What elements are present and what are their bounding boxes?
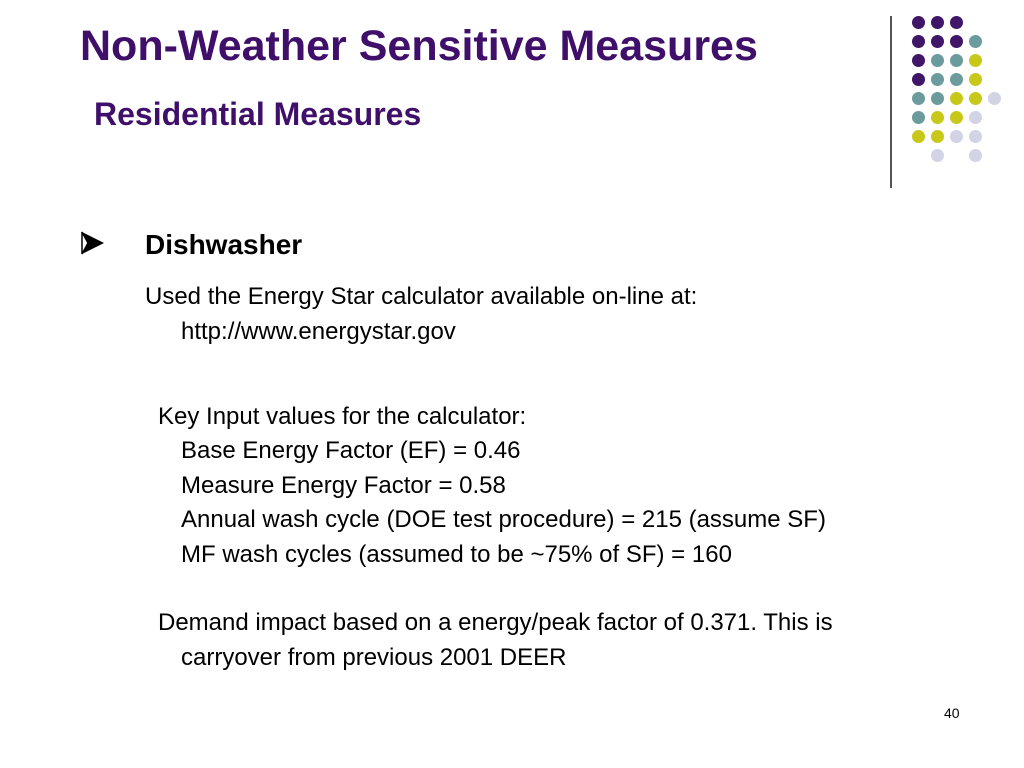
decorative-dot	[969, 149, 982, 162]
demand-impact-line: Demand impact based on a energy/peak factor of 0.371. This is	[158, 609, 833, 636]
demand-impact-line: carryover from previous 2001 DEER	[181, 644, 567, 671]
decorative-dot	[969, 54, 982, 67]
page-number: 40	[944, 705, 960, 721]
arrow-bullet-icon	[80, 230, 106, 261]
decorative-dot	[950, 111, 963, 124]
decorative-dot	[912, 92, 925, 105]
decorative-dot	[912, 73, 925, 86]
decorative-dot	[950, 16, 963, 29]
decorative-dot	[969, 111, 982, 124]
decorative-dot	[969, 73, 982, 86]
decorative-dot	[950, 130, 963, 143]
section-heading: Dishwasher	[145, 229, 303, 260]
decorative-dot	[931, 35, 944, 48]
decorative-dot	[912, 130, 925, 143]
input-item: Base Energy Factor (EF) = 0.46	[181, 437, 521, 464]
key-inputs-label: Key Input values for the calculator:	[158, 403, 527, 430]
slide-subtitle: Residential Measures	[94, 96, 422, 132]
decorative-dot	[950, 73, 963, 86]
decorative-dot	[950, 35, 963, 48]
decorative-dot	[931, 111, 944, 124]
decorative-dot	[931, 73, 944, 86]
decorative-dot	[950, 92, 963, 105]
input-item: MF wash cycles (assumed to be ~75% of SF) = 160	[181, 541, 732, 568]
decorative-dot	[969, 35, 982, 48]
decorative-dot	[912, 35, 925, 48]
decorative-dot	[969, 130, 982, 143]
slide-title: Non-Weather Sensitive Measures	[80, 22, 758, 70]
decorative-dot	[912, 111, 925, 124]
decorative-dot	[931, 92, 944, 105]
decorative-dot	[931, 130, 944, 143]
intro-line: Used the Energy Star calculator available on-line at:	[145, 283, 698, 310]
decorative-dot	[931, 149, 944, 162]
decorative-dot	[912, 16, 925, 29]
decorative-dot	[969, 92, 982, 105]
input-item: Annual wash cycle (DOE test procedure) = 215 (assume SF)	[181, 506, 826, 533]
divider-line	[890, 16, 892, 188]
decorative-dot	[931, 16, 944, 29]
decorative-dot	[912, 54, 925, 67]
website-url: http://www.energystar.gov	[181, 318, 456, 345]
decorative-dot	[950, 54, 963, 67]
decorative-dot	[988, 92, 1001, 105]
input-item: Measure Energy Factor = 0.58	[181, 472, 506, 499]
decorative-dot	[931, 54, 944, 67]
